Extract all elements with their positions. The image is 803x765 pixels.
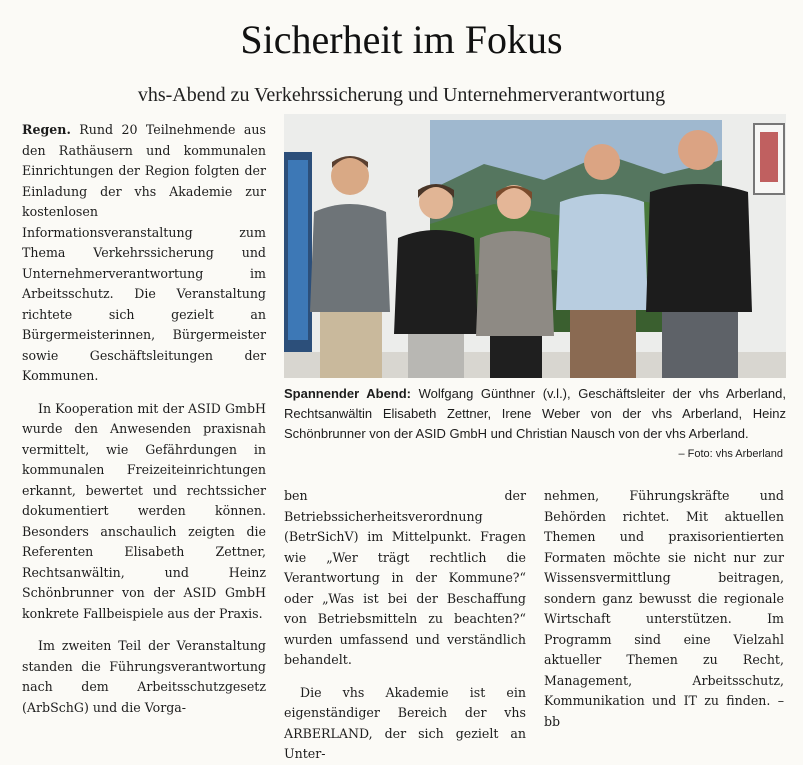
caption-lead: Spannender Abend: — [284, 386, 412, 401]
article-paragraph: Die vhs Akademie ist ein eigenständiger Bereich der vhs ARBERLAND, der sich gezielt an Unter- — [284, 684, 526, 761]
photo-caption — [284, 384, 786, 444]
paragraph-text: Rund 20 Teilnehmende aus den Rathäusern und kommunalen Einrichtungen der Region folgten der Einladung der vhs Akademie zur kostenlosen Informationsveranstaltung zum Thema Verkehrssicherung und Unternehmerverantwortung im Arbeitsschutz. Die Veranstaltung richtete sich gezielt an Bürgermeisterinnen, Bürgermeister sowie Geschäftsleitungen der Kommunen. — [22, 122, 266, 383]
caption-text: Wolfgang Günthner (v.l.), Geschäftsleiter der vhs Arberland, Rechtsanwältin Elisabeth Zettner, Irene Weber von der vhs Arberland, Heinz Schönbrunner von der ASID GmbH und Christian Nausch von der vhs Arberland. — [284, 386, 786, 441]
article-paragraph: In Kooperation mit der ASID GmbH wurde den Anwesenden praxisnah vermittelt, wie Gefährdungen in kommunalen Freizeiteinrichtungen erkannt, bewertet und rechtssicher dokumentiert werden können. Besonders anschaulich zeigten die Referenten Elisabeth Zettner, Rechtsanwältin, und Heinz Schönbrunner von der ASID GmbH konkrete Fallbeispiele aus der Praxis. — [22, 400, 266, 621]
article-column-3 — [544, 486, 784, 732]
article-paragraph: ben der Betriebssicherheitsverordnung (BetrSichV) im Mittelpunkt. Fragen wie „Wer trägt rechtlich die Verantwortung in der Kommune?“ oder „Was ist bei der Beschaffung von Betriebsmitteln zu beachten?“ wurden umfassend und verständlich behandelt. — [284, 488, 526, 667]
subheadline: vhs-Abend zu Verkehrssicherung und Unternehmerverantwortung — [137, 84, 666, 106]
article-column-2 — [284, 486, 526, 765]
article-paragraph — [22, 120, 266, 387]
dateline: Regen. — [22, 122, 71, 137]
headline: Sicherheit im Fokus — [240, 17, 563, 62]
article-column-1 — [22, 120, 266, 718]
group-photo-illustration — [284, 114, 786, 378]
article-paragraph: Im zweiten Teil der Veranstaltung standen die Führungsverantwortung nach dem Arbeitsschutzgesetz (ArbSchG) und die Vorga- — [22, 638, 266, 715]
group-photo — [284, 114, 786, 378]
article-paragraph: nehmen, Führungskräfte und Behörden richtet. Mit aktuellen Themen und praxisorientierten Formaten möchte sie nicht nur zur Wissensvermittlung beitragen, sondern ganz bewusst die regionale Wirtschaft unterstützen. Im Programm sind eine Vielzahl aktueller Themen zu Recht, Management, Arbeitsschutz, Kommunikation und IT zu finden. – bb — [544, 488, 784, 729]
photo-credit: – Foto: vhs Arberland — [678, 448, 783, 460]
